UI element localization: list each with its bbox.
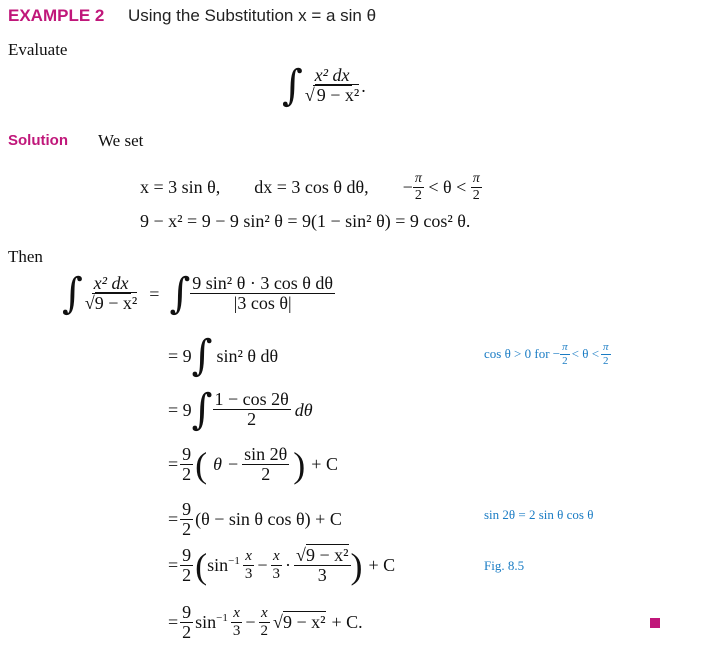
substitution-line-1 [140, 172, 482, 203]
integral-sign-icon: ∫ [282, 61, 303, 111]
step2-body: sin² θ dθ [216, 345, 279, 366]
end-of-example-square-icon [650, 618, 660, 628]
substitution-line-2: 9 − x² = 9 − 9 sin² θ = 9(1 − sin² θ) = 9 cos² θ. [140, 211, 471, 231]
sub-range-two-2: 2 [472, 187, 480, 203]
we-set-text: We set [98, 131, 144, 150]
sub-range-two-1: 2 [414, 187, 422, 203]
example-number: EXAMPLE 2 [8, 6, 105, 25]
step-5: = $\frac{9}{2}$ (θ − sin θ cos θ) + C [168, 499, 342, 539]
step3-tail: dθ [294, 399, 313, 420]
sub-x: x = 3 sin θ, [140, 177, 221, 198]
step-4: = $\frac{9}{2}$ ( θ − $\frac{\sin 2\theta}{2}$ ) + C [168, 444, 338, 485]
step-1: ∫ $\frac{\text{x² dx}}{\text{√9 − x²}}$ = ∫ $\frac{\text{9 sin² θ · 3 cos θ dθ}}{\text{|3 cos θ|}}$ [62, 269, 334, 319]
main-integral: ∫ $\frac{\text{x² dx}}{\text{√ 9 − x²}}$ . [282, 61, 366, 111]
step-6: = $\frac{9}{2}$ ( $\sin^{-1}$ $\frac{x}{3}$ − $\frac{x}{3}$ · $\frac{\text{√9 − x²}}{3}$ ) + C [168, 545, 396, 586]
note-double-angle: sin 2θ = 2 sin θ cos θ [484, 507, 594, 522]
note-cos-text: cos θ > 0 for − [484, 346, 561, 362]
sub-dx: dx = 3 cos θ dθ, [254, 177, 369, 198]
step-7: = $\frac{9}{2}$ $\sin^{-1}$ $\frac{x}{3}$ − $\frac{x}{2}$ √9 − x² + C. [168, 602, 363, 642]
step6-tail: + C [368, 555, 396, 576]
step4-num: sin 2θ [244, 444, 288, 464]
step-3: = 9 ∫ $\frac{1 - \cos 2\theta}{2}$ dθ [168, 385, 313, 435]
step3-den: 2 [247, 409, 257, 430]
evaluate-text: Evaluate [8, 40, 68, 59]
step4-tail: + C [311, 454, 338, 475]
step7-tail: + C. [331, 612, 363, 633]
solution-label: Solution [8, 132, 68, 149]
step1-lhs-den: 9 − x² [94, 293, 138, 314]
integral-period: . [361, 75, 366, 96]
sub-range-pi-2: π [472, 171, 480, 186]
step3-num: 1 − cos 2θ [214, 389, 289, 410]
step1-lhs-num: x² dx [93, 273, 129, 294]
step1-rhs-den: |3 cos θ| [233, 293, 292, 314]
step4-den: 2 [261, 463, 271, 484]
then-text: Then [8, 247, 43, 266]
integral-denominator: 9 − x² [316, 85, 360, 106]
sub-range-mid: < θ < [423, 177, 471, 198]
step5-body: (θ − sin θ cos θ) + C [195, 509, 342, 530]
note-figure-ref[interactable]: Fig. 8.5 [484, 558, 525, 573]
step1-rhs-num: 9 sin² θ · 3 cos θ dθ [192, 273, 334, 294]
integral-numerator: x² dx [314, 65, 350, 86]
step-2: = 9 ∫ sin² θ dθ [168, 331, 279, 381]
note-cos-positive: cos θ > 0 for − $\frac{\pi}{2}$ < θ < $\frac{\pi}{2}$ [484, 341, 609, 367]
sub-range-minus: − [402, 177, 413, 198]
example-title: Using the Substitution x = a sin θ [128, 6, 377, 25]
sub-range-pi-1: π [414, 171, 422, 186]
